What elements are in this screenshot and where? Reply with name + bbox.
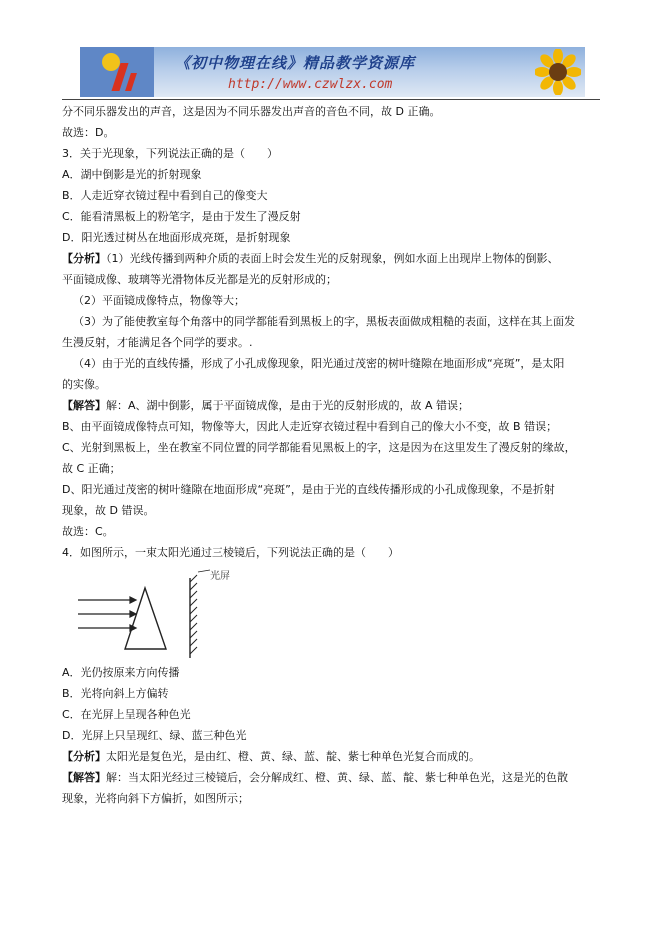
solution-4-line: 现象，光将向斜下方偏折，如图所示； [62,792,249,805]
header-rule [62,99,600,100]
solution-3-line: B、由平面镜成像特点可知，物像等大，因此人走近穿衣镜过程中看到自己的像大小不变，故 B 错误； [62,420,558,433]
screen-label: 光屏 [210,571,230,582]
solution-3-line: D、阳光通过茂密的树叶缝隙在地面形成“亮斑”，是由于光的直线传播形成的小孔成像现象，不是折射 [62,483,555,496]
analysis-3-line: 生漫反射，才能满足各个同学的要求。. [62,336,253,349]
prism-figure [70,566,270,662]
analysis-3-line: 的实像。 [62,378,106,391]
option-3d: D．阳光透过树丛在地面形成亮斑，是折射现象 [62,231,291,244]
analysis-4-line: 【分析】太阳光是复色光，是由红、橙、黄、绿、蓝、靛、紫七种单色光复合而成的。 [62,750,480,763]
option-4a: A．光仍按原来方向传播 [62,666,180,679]
banner-title: 《初中物理在线》精品教学资源库 [175,54,416,72]
option-3b: B．人走近穿衣镜过程中看到自己的像变大 [62,189,268,202]
text-line: 故选：D。 [62,126,115,139]
header-banner [80,47,585,97]
document-body [62,101,602,809]
site-logo-icon [80,47,154,97]
option-3c: C．能看清黑板上的粉笔字，是由于发生了漫反射 [62,210,301,223]
solution-tag: 【解答】 [62,771,106,784]
option-4d: D．光屏上只呈现红、绿、蓝三种色光 [62,729,247,742]
solution-3-line: 【解答】解：A、湖中倒影，属于平面镜成像，是由于光的反射形成的，故 A 错误； [62,399,470,412]
prism-diagram [70,566,270,662]
analysis-tag: 【分析】 [62,750,106,763]
analysis-3-line: 【分析】（1）光线传播到两种介质的表面上时会发生光的反射现象，例如水面上出现岸上物体的倒影、 [62,252,559,265]
banner-url[interactable]: http://www.czwlzx.com [228,77,393,92]
analysis-3-line: （2）平面镜成像特点，物像等大； [73,294,245,307]
analysis-tag: 【分析】 [62,252,106,265]
solution-3-line: 故选：C。 [62,525,114,538]
option-4c: C．在光屏上呈现各种色光 [62,708,191,721]
text-line: 分不同乐器发出的声音，这是因为不同乐器发出声音的音色不同，故 D 正确。 [62,105,441,118]
option-3a: A．湖中倒影是光的折射现象 [62,168,202,181]
solution-4-line: 【解答】解：当太阳光经过三棱镜后，会分解成红、橙、黄、绿、蓝、靛、紫七种单色光，这是光的色散 [62,771,568,784]
solution-3-line: 故 C 正确； [62,462,121,475]
solution-3-line: C、光射到黑板上，坐在教室不同位置的同学都能看见黑板上的字，这是因为在这里发生了漫反射的缘故， [62,441,576,454]
option-4b: B．光将向斜上方偏转 [62,687,169,700]
analysis-3-line: （3）为了能使教室每个角落中的同学都能看到黑板上的字，黑板表面做成粗糙的表面，这样在其上面发 [73,315,575,328]
question-4: 4．如图所示，一束太阳光通过三棱镜后，下列说法正确的是（ ） [62,546,399,559]
analysis-3-line: （4）由于光的直线传播，形成了小孔成像现象，阳光通过茂密的树叶缝隙在地面形成“亮斑”，是太阳 [73,357,565,370]
solution-3-line: 现象，故 D 错误。 [62,504,155,517]
solution-tag: 【解答】 [62,399,106,412]
question-3: 3．关于光现象，下列说法正确的是（ ） [62,147,278,160]
sunflower-icon [535,49,581,95]
analysis-3-line: 平面镜成像、玻璃等光滑物体反光都是光的反射形成的； [62,273,337,286]
